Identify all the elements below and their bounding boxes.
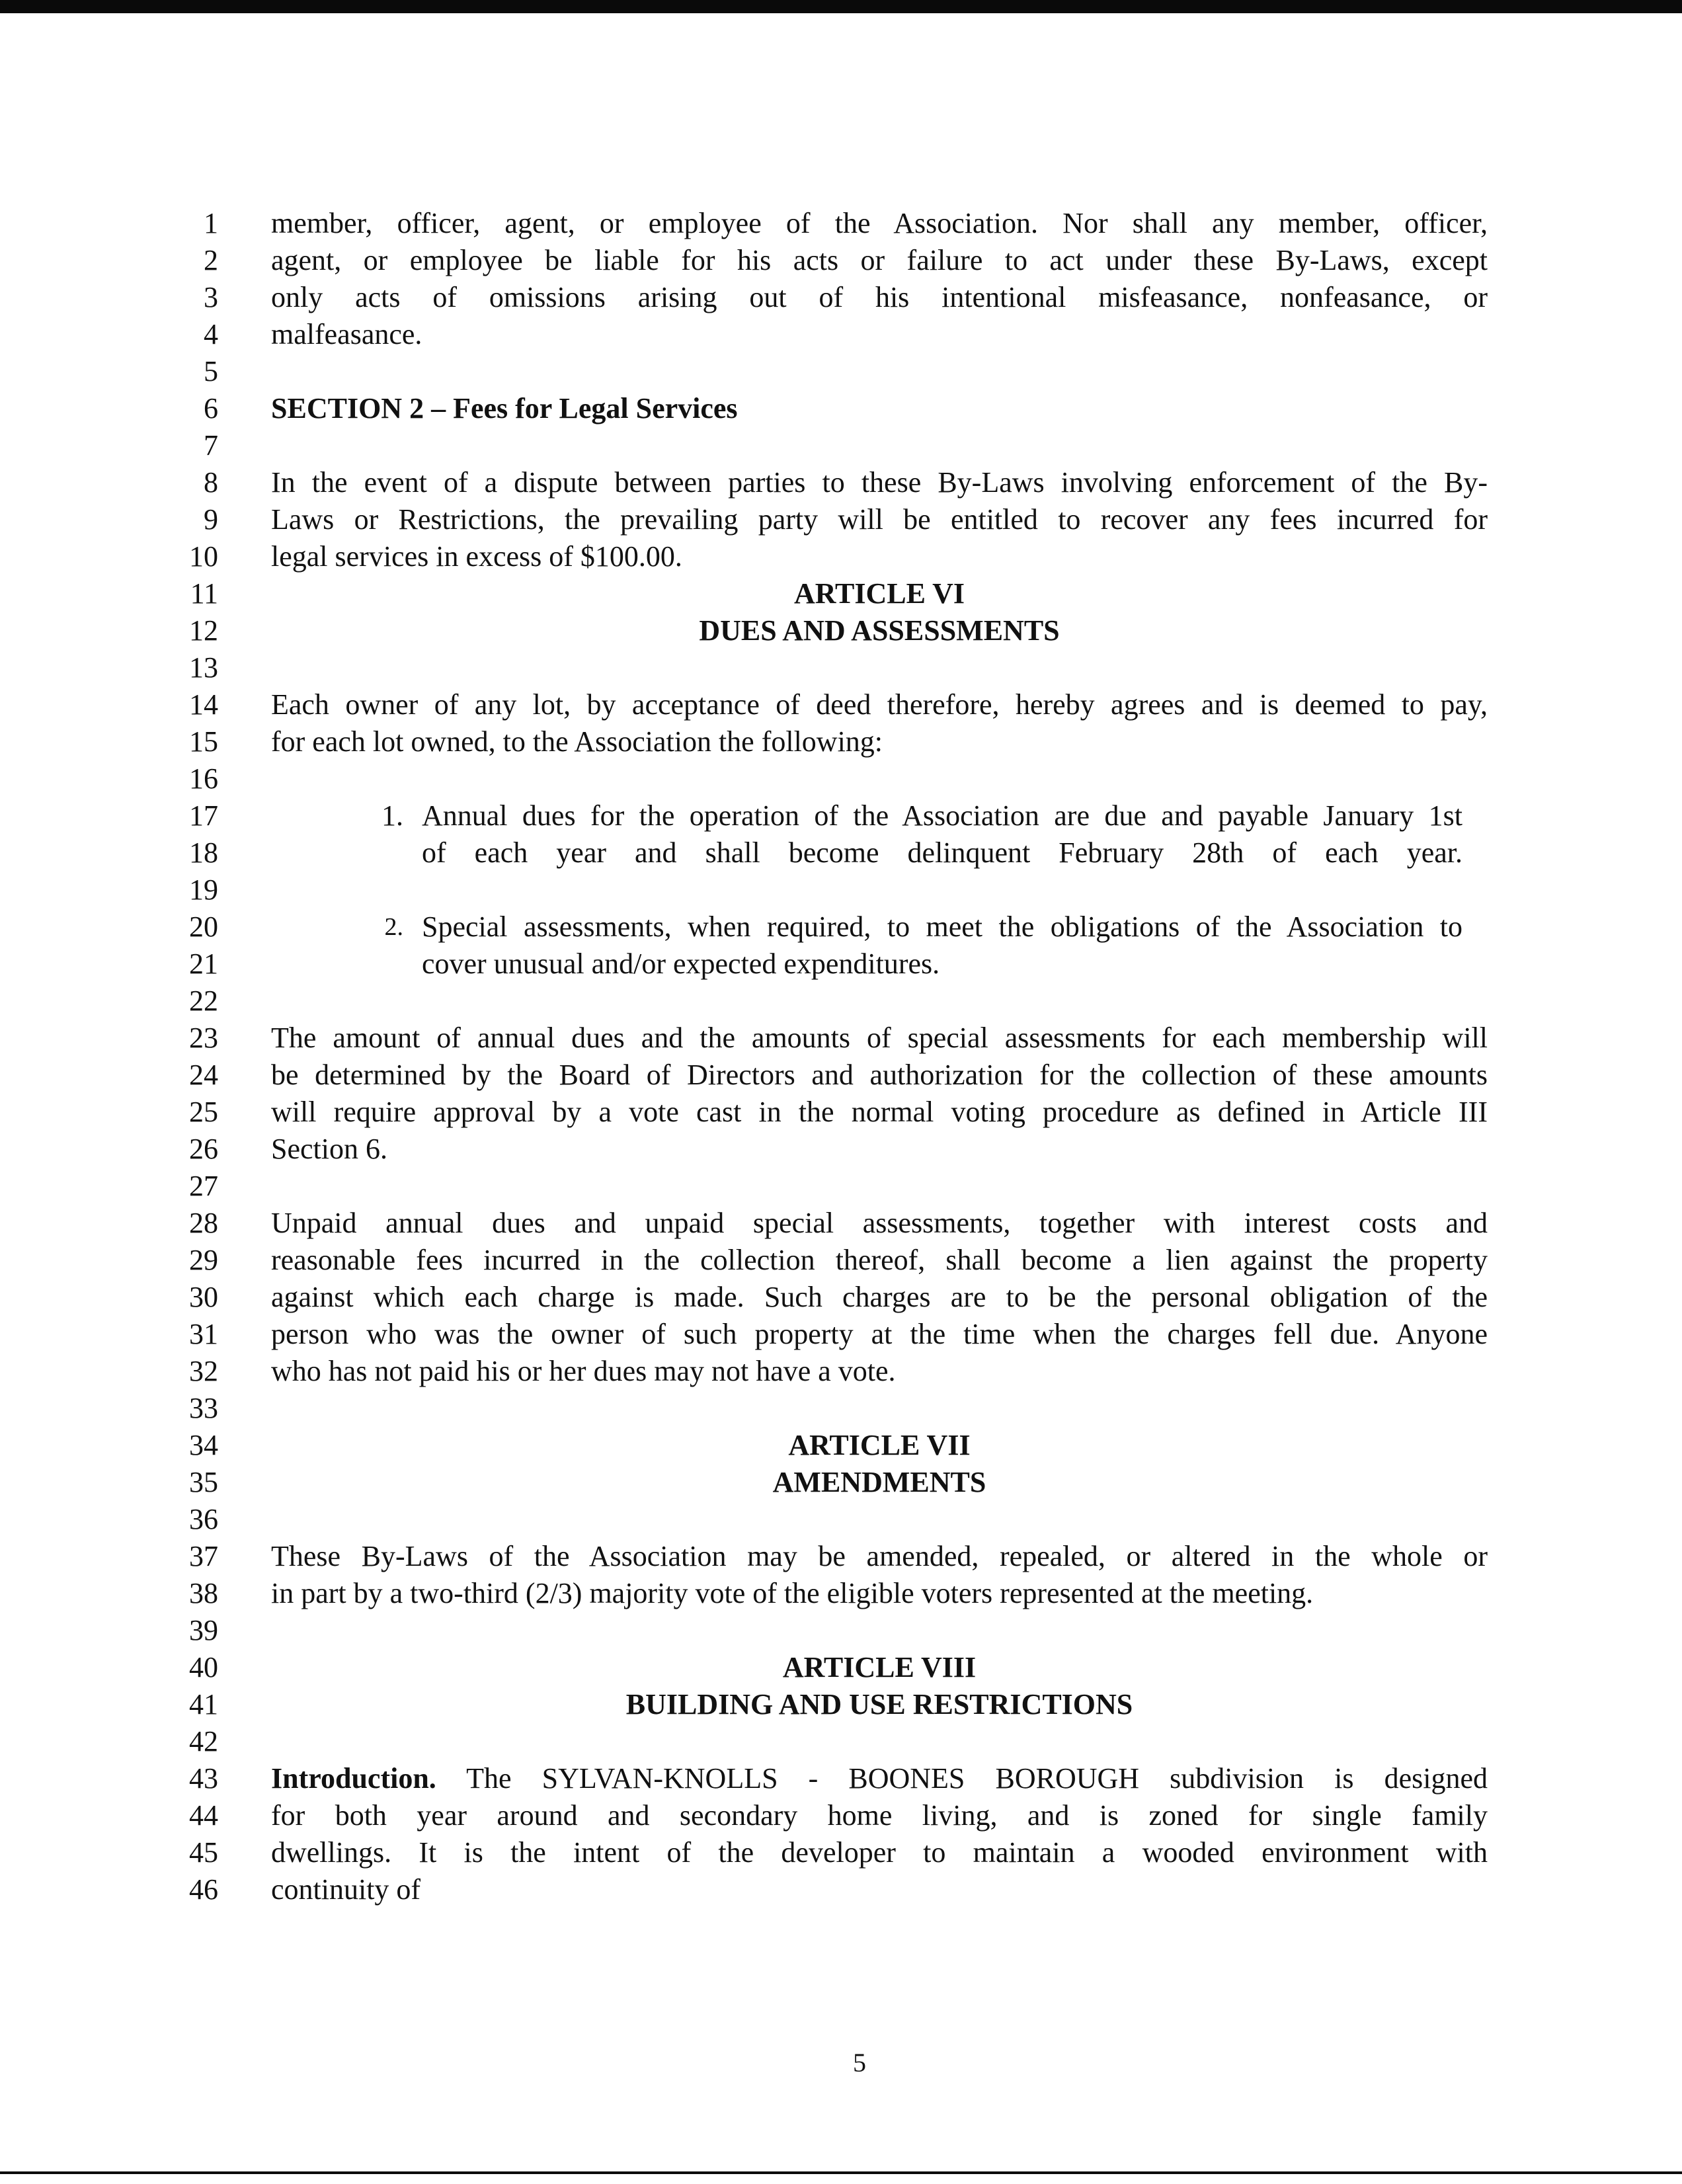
line-number: 38 <box>189 1577 218 1609</box>
line-number: 25 <box>189 1096 218 1128</box>
paragraph-line: The amount of annual dues and the amounts of special assessments for each membership will <box>271 1022 1488 1054</box>
line-number: 41 <box>189 1688 218 1720</box>
line-number: 17 <box>189 799 218 832</box>
article-title: AMENDMENTS <box>772 1466 986 1498</box>
line-number: 35 <box>189 1466 218 1498</box>
line-number: 45 <box>189 1836 218 1869</box>
line-number: 19 <box>189 873 218 906</box>
line-number: 29 <box>189 1244 218 1276</box>
line-number: 9 <box>204 503 218 536</box>
paragraph-line: agent, or employee be liable for his acts or failure to act under these By-Laws, except <box>271 244 1488 276</box>
article-title: DUES AND ASSESSMENTS <box>699 614 1060 647</box>
line-number: 15 <box>189 725 218 758</box>
list-item-line: cover unusual and/or expected expenditures. <box>422 948 940 980</box>
line-number: 7 <box>204 429 218 462</box>
line-number: 46 <box>189 1873 218 1906</box>
list-item-number: 2. <box>384 913 403 941</box>
paragraph-line: person who was the owner of such property at the time when the charges fell due. Anyone <box>271 1318 1488 1350</box>
line-number: 31 <box>189 1318 218 1350</box>
paragraph-line: In the event of a dispute between parties to these By-Laws involving enforcement of the By- <box>271 466 1488 499</box>
paragraph-line: for each lot owned, to the Association the following: <box>271 725 883 758</box>
line-number: 6 <box>204 392 218 425</box>
list-item-line: Special assessments, when required, to meet the obligations of the Association to <box>422 910 1462 943</box>
line-number: 39 <box>189 1614 218 1646</box>
line-number: 21 <box>189 948 218 980</box>
line-number: 5 <box>204 355 218 387</box>
introduction-label: Introduction. <box>271 1762 436 1795</box>
line-number: 44 <box>189 1799 218 1832</box>
line-number: 28 <box>189 1207 218 1239</box>
paragraph-line <box>271 1760 1488 1797</box>
line-number: 12 <box>189 614 218 647</box>
line-number: 43 <box>189 1762 218 1795</box>
line-number: 4 <box>204 318 218 350</box>
line-number: 16 <box>189 762 218 795</box>
section-heading: SECTION 2 – Fees for Legal Services <box>271 392 738 425</box>
line-number: 8 <box>204 466 218 499</box>
intro-text: The SYLVAN-KNOLLS - BOONES BOROUGH subdivision is designed <box>436 1762 1488 1795</box>
line-number: 40 <box>189 1651 218 1683</box>
line-number: 36 <box>189 1503 218 1535</box>
list-item-line: of each year and shall become delinquent February 28th of each year. <box>422 836 1462 869</box>
line-number: 23 <box>189 1022 218 1054</box>
line-number: 37 <box>189 1540 218 1572</box>
paragraph-line: reasonable fees incurred in the collection thereof, shall become a lien against the property <box>271 1244 1488 1276</box>
paragraph-line: Unpaid annual dues and unpaid special assessments, together with interest costs and <box>271 1207 1488 1239</box>
line-number: 14 <box>189 688 218 721</box>
list-item-number: 1. <box>381 799 403 832</box>
paragraph-line: against which each charge is made. Such charges are to be the personal obligation of the <box>271 1281 1488 1313</box>
line-number: 22 <box>189 985 218 1017</box>
line-number: 24 <box>189 1059 218 1091</box>
line-number: 2 <box>204 244 218 276</box>
line-number: 32 <box>189 1355 218 1387</box>
paragraph-line: malfeasance. <box>271 318 422 350</box>
paragraph-line: will require approval by a vote cast in the normal voting procedure as defined in Article III <box>271 1096 1488 1128</box>
paragraph-line: These By-Laws of the Association may be amended, repealed, or altered in the whole or <box>271 1540 1488 1572</box>
paragraph-line: Section 6. <box>271 1133 387 1165</box>
line-number: 27 <box>189 1170 218 1202</box>
line-number: 20 <box>189 910 218 943</box>
article-number: ARTICLE VII <box>788 1429 971 1461</box>
paragraph-line: dwellings. It is the intent of the developer to maintain a wooded environment with <box>271 1836 1488 1869</box>
paragraph-line: only acts of omissions arising out of his intentional misfeasance, nonfeasance, or <box>271 281 1488 313</box>
line-number: 11 <box>190 577 218 610</box>
line-number: 26 <box>189 1133 218 1165</box>
paragraph-line: for both year around and secondary home living, and is zoned for single family <box>271 1799 1488 1832</box>
line-number: 30 <box>189 1281 218 1313</box>
line-number: 18 <box>189 836 218 869</box>
line-number: 3 <box>204 281 218 313</box>
paragraph-line: who has not paid his or her dues may not have a vote. <box>271 1355 896 1387</box>
article-number: ARTICLE VIII <box>782 1651 977 1683</box>
line-number: 34 <box>189 1429 218 1461</box>
line-number: 42 <box>189 1725 218 1758</box>
paragraph-line: member, officer, agent, or employee of the Association. Nor shall any member, officer, <box>271 207 1488 239</box>
paragraph-line: Laws or Restrictions, the prevailing party will be entitled to recover any fees incurred for <box>271 503 1488 536</box>
paragraph-line: continuity of <box>271 1873 421 1906</box>
line-number: 10 <box>189 540 218 573</box>
list-item-line: Annual dues for the operation of the Association are due and payable January 1st <box>422 799 1462 832</box>
paragraph-line: be determined by the Board of Directors and authorization for the collection of these amounts <box>271 1059 1488 1091</box>
article-title: BUILDING AND USE RESTRICTIONS <box>625 1688 1133 1720</box>
page-number: 5 <box>853 2048 866 2078</box>
paragraph-line: legal services in excess of $100.00. <box>271 540 682 573</box>
paragraph-line: Each owner of any lot, by acceptance of deed therefore, hereby agrees and is deemed to pay, <box>271 688 1488 721</box>
scan-edge-bottom <box>0 2171 1682 2174</box>
line-number: 1 <box>204 207 218 239</box>
paragraph-line: in part by a two-third (2/3) majority vote of the eligible voters represented at the meeting. <box>271 1577 1314 1609</box>
line-number: 33 <box>189 1392 218 1424</box>
line-number: 13 <box>189 651 218 684</box>
article-number: ARTICLE VI <box>793 577 965 610</box>
